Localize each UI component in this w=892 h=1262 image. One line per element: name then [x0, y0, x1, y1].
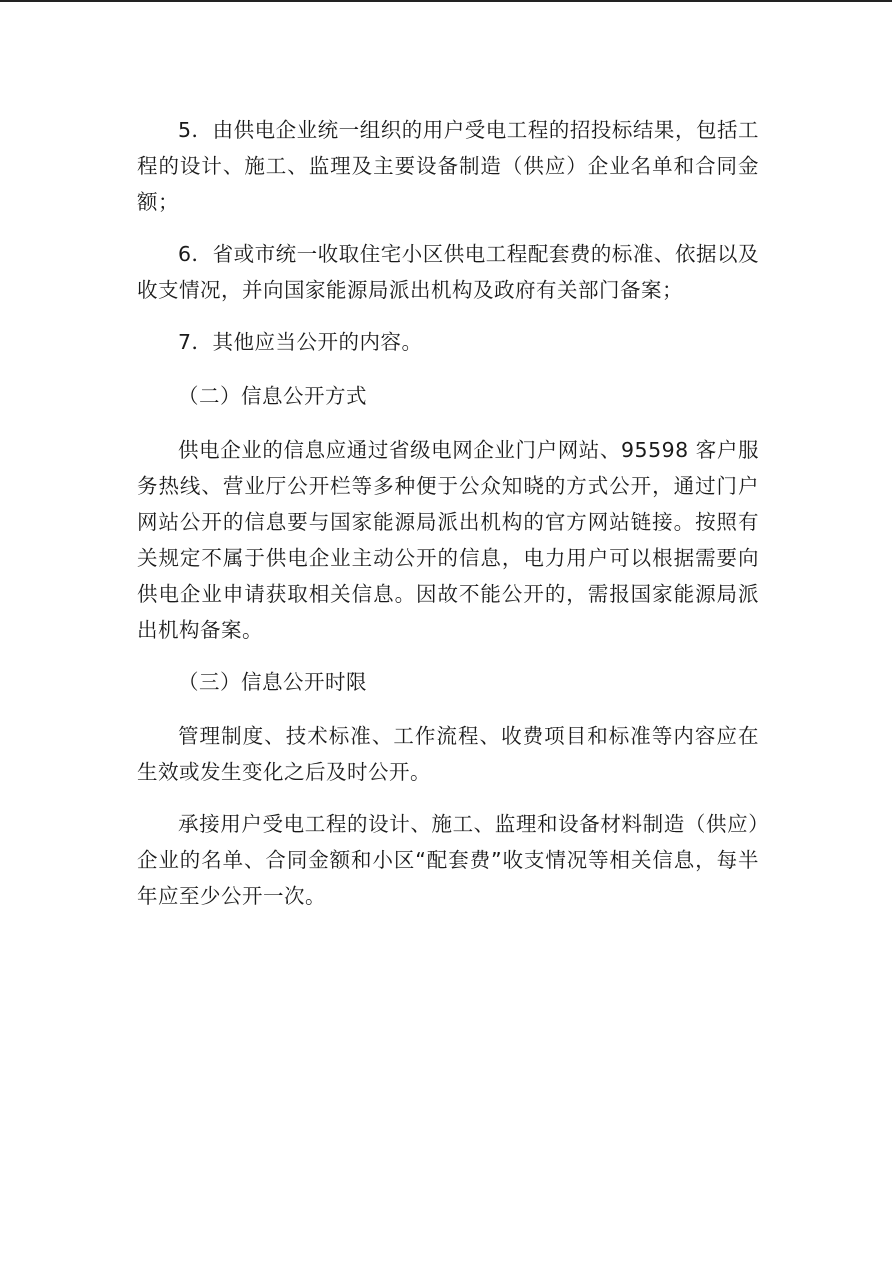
paragraph-timeline-semiannual: 承接用户受电工程的设计、施工、监理和设备材料制造（供应）企业的名单、合同金额和小区“配套费”收支情况等相关信息，每半年应至少公开一次。: [137, 812, 759, 908]
section-heading-disclosure-methods: （二）信息公开方式: [178, 384, 367, 408]
paragraph-disclosure-methods: 供电企业的信息应通过省级电网企业门户网站、95598 客户服务热线、营业厅公开栏等多种便于公众知晓的方式公开，通过门户网站公开的信息要与国家能源局派出机构的官方网站链接。按照有关规定不属于供电企业主动公开的信息，电力用户可以根据需要向供电企业申请获取相关信息。因故不能公开的，需报国家能源局派出机构备案。: [137, 438, 759, 642]
document-page: [137, 112, 759, 914]
paragraph-item-6: 6．省或市统一收取住宅小区供电工程配套费的标准、依据以及收支情况，并向国家能源局派出机构及政府有关部门备案；: [137, 242, 759, 302]
paragraph-item-5: 5．由供电企业统一组织的用户受电工程的招投标结果，包括工程的设计、施工、监理及主要设备制造（供应）企业名单和合同金额；: [137, 118, 759, 214]
page-top-border: [0, 0, 892, 2]
paragraph-item-7: 7．其他应当公开的内容。: [178, 330, 423, 354]
section-heading-disclosure-timeline: （三）信息公开时限: [178, 670, 367, 694]
paragraph-timeline-policies: 管理制度、技术标准、工作流程、收费项目和标准等内容应在生效或发生变化之后及时公开。: [137, 724, 759, 784]
